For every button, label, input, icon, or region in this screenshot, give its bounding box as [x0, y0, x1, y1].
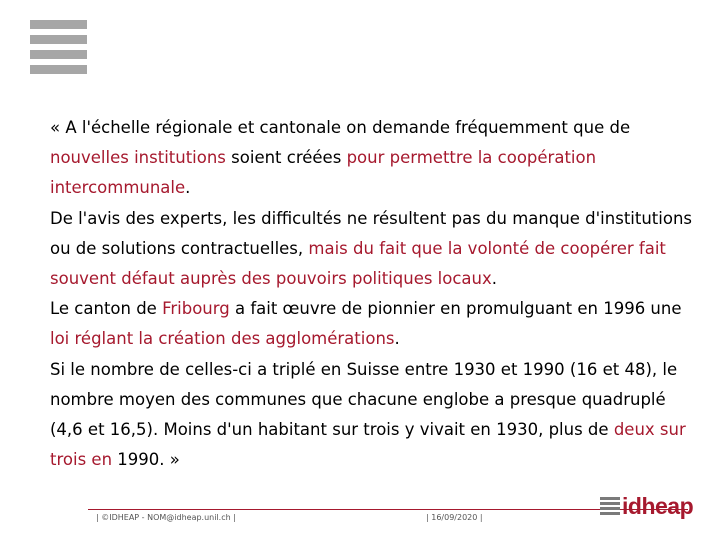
text-run: 1990. »: [112, 450, 180, 470]
slide-body: [50, 113, 700, 475]
highlighted-text: mais du fait que la volonté de coopérer fait souvent défaut auprès des pouvoirs politiques locaux: [50, 238, 666, 289]
paragraph-1: [50, 113, 700, 204]
text-run: De l'avis des experts, les difficultés ne résultent pas du manque d'institutions ou de solutions contractuelles,: [50, 208, 693, 258]
logo-text: idheap: [622, 492, 694, 519]
text-run: .: [491, 269, 498, 289]
highlighted-text: Fribourg: [162, 299, 230, 319]
menu-bar: [30, 20, 87, 29]
text-run: Si le nombre de celles-ci a triplé en Suisse entre 1930 et 1990 (16 et 48), le nombre moyen des communes que chacune englobe a presque quadruplé (4,6 et 16,5). Moins d'un habitant sur trois y vivait en 1930, plus de: [50, 359, 678, 440]
paragraph-4: [50, 355, 700, 476]
menu-bar: [30, 35, 87, 44]
hamburger-menu-icon[interactable]: [30, 20, 87, 74]
footer-divider: [88, 509, 688, 510]
highlighted-text: pour permettre la coopération intercommunale: [50, 148, 597, 198]
idheap-logo: [600, 493, 693, 519]
highlighted-text: deux sur trois en: [50, 420, 686, 470]
paragraph-2: [50, 204, 700, 295]
highlighted-text: loi réglant la création des agglomérations: [50, 329, 395, 349]
paragraph-3: [50, 294, 700, 354]
text-run: Le canton de: [50, 299, 163, 319]
menu-bar: [30, 50, 87, 59]
text-run: « A l'échelle régionale et cantonale on demande fréquemment que de: [50, 118, 631, 137]
text-run: a fait œuvre de pionnier en promulguant en 1996 une: [229, 299, 682, 319]
text-run: .: [185, 178, 191, 198]
idheap-bars-icon: [600, 495, 620, 517]
text-run: .: [394, 329, 400, 349]
highlighted-text: nouvelles institutions: [50, 148, 226, 168]
text-run: soient créées: [225, 148, 347, 168]
menu-bar: [30, 65, 87, 74]
footer-date: | 16/09/2020 |: [426, 513, 483, 522]
footer-copyright: | ©IDHEAP - NOM@idheap.unil.ch |: [96, 513, 236, 522]
